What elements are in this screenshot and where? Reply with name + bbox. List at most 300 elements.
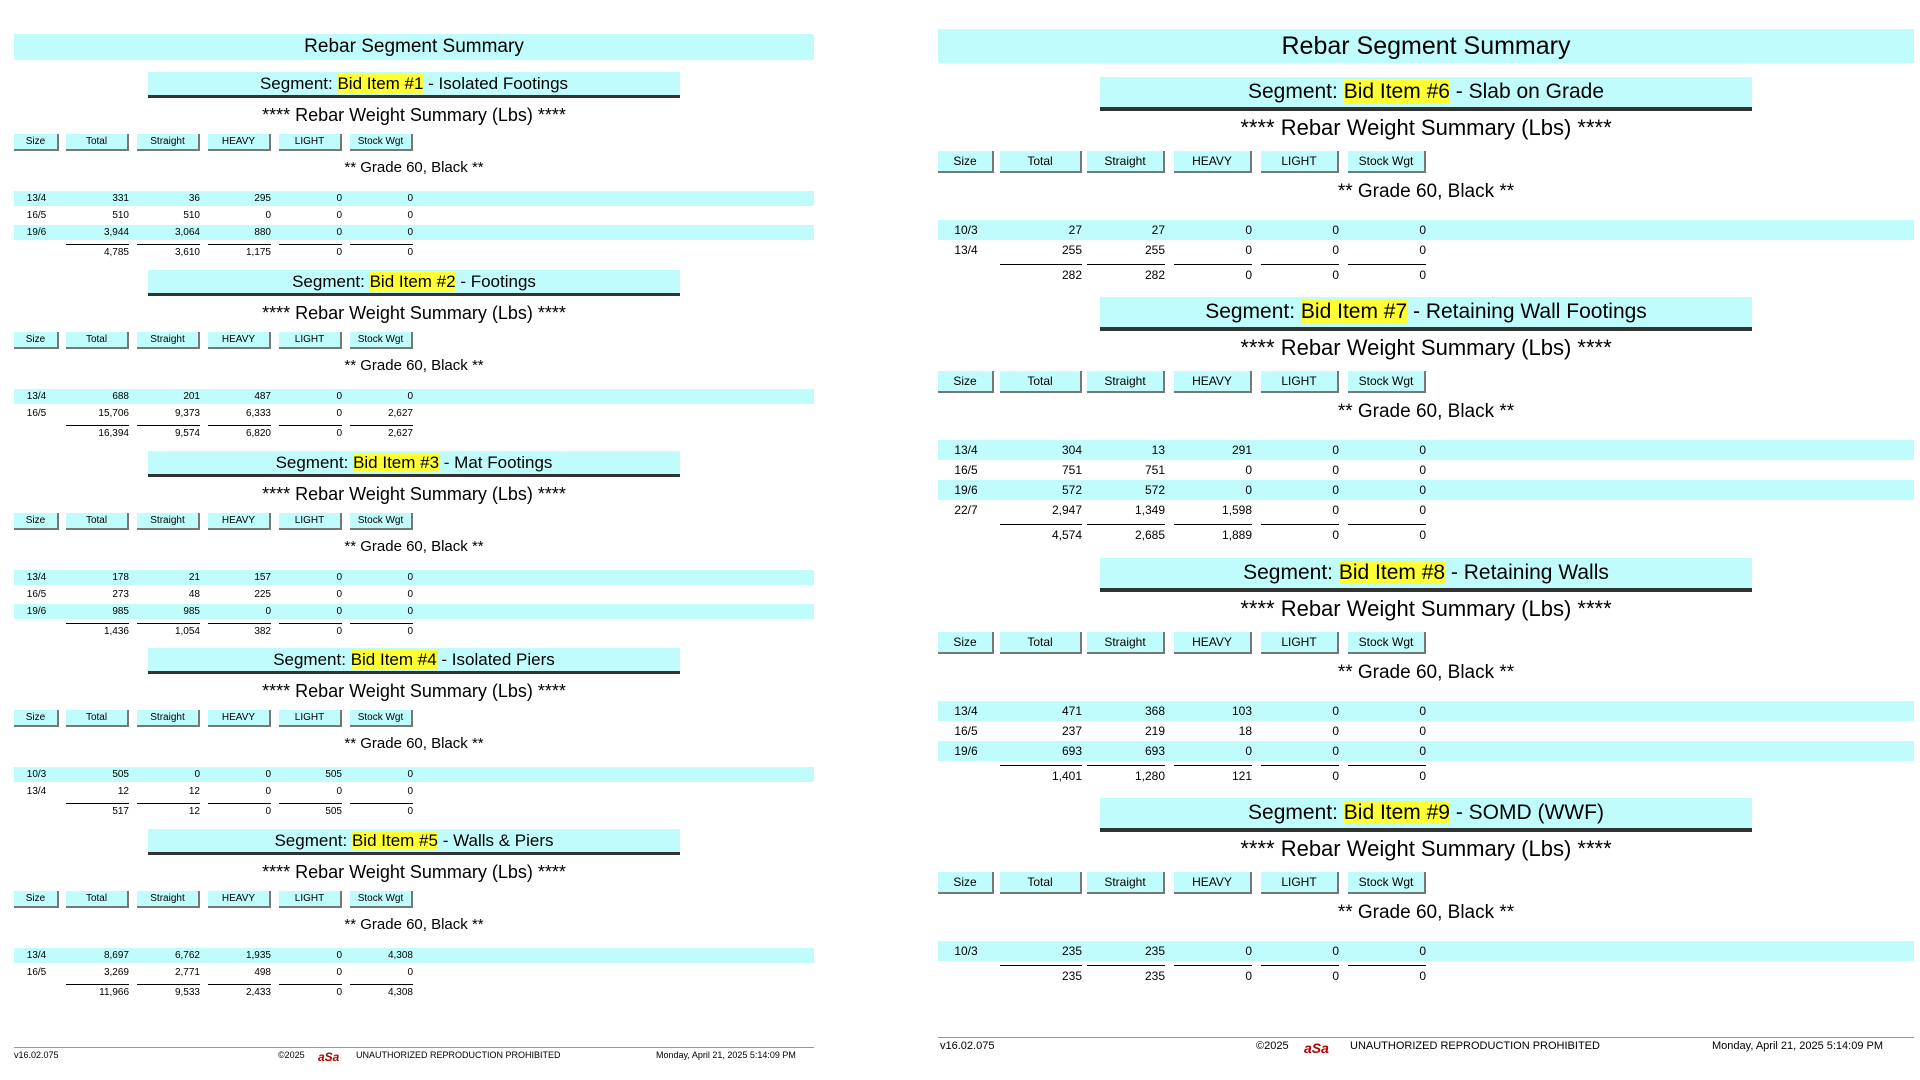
total-cell: 505	[325, 806, 342, 817]
weight-cell: 0	[1419, 443, 1426, 457]
column-header-size[interactable]: Size	[938, 872, 994, 894]
weight-cell: 0	[1245, 744, 1252, 758]
weight-cell: 3,064	[174, 227, 200, 238]
weight-cell: 0	[1419, 243, 1426, 257]
table-row	[14, 784, 814, 799]
weight-summary-title: **** Rebar Weight Summary (Lbs) ****	[262, 681, 566, 701]
weight-cell: 27	[1068, 223, 1082, 237]
footer-notice: UNAUTHORIZED REPRODUCTION PROHIBITED	[1350, 1040, 1600, 1052]
column-header-total[interactable]: Total	[66, 134, 129, 151]
table-row	[938, 941, 1914, 961]
bar-size-cell: 22/7	[954, 503, 978, 517]
table-row	[938, 440, 1914, 460]
weight-cell: 103	[1231, 704, 1252, 718]
column-header-stock-wgt[interactable]: Stock Wgt	[350, 332, 413, 349]
column-header-heavy[interactable]: HEAVY	[208, 134, 271, 151]
totals-row	[938, 524, 1914, 544]
bar-size-cell: 16/5	[954, 463, 978, 477]
weight-cell: 0	[1419, 463, 1426, 477]
bid-item-highlight: Bid Item #9	[1343, 801, 1450, 824]
column-header-light[interactable]: LIGHT	[1261, 872, 1339, 894]
total-cell: 11,966	[99, 987, 129, 998]
column-header-light[interactable]: LIGHT	[279, 710, 342, 727]
column-header-stock-wgt[interactable]: Stock Wgt	[350, 710, 413, 727]
table-row	[14, 570, 814, 585]
weight-cell: 0	[265, 606, 271, 617]
segment-prefix: Segment:	[275, 453, 354, 472]
bar-size-cell: 19/6	[954, 483, 978, 497]
weight-cell: 0	[336, 408, 342, 419]
weight-cell: 0	[265, 769, 271, 780]
weight-cell: 201	[183, 391, 200, 402]
weight-cell: 0	[407, 391, 413, 402]
total-cell: 0	[336, 247, 342, 258]
total-cell: 382	[254, 626, 271, 637]
bar-size-cell: 16/5	[954, 724, 978, 738]
total-cell: 12	[188, 806, 200, 817]
total-cell: 0	[1245, 969, 1252, 983]
weight-cell: 0	[1419, 724, 1426, 738]
weight-cell: 9,373	[174, 408, 200, 419]
footer-date: Monday, April 21, 2025 5:14:09 PM	[656, 1050, 796, 1060]
segment-prefix: Segment:	[1205, 300, 1301, 323]
weight-cell: 0	[1332, 463, 1339, 477]
weight-cell: 273	[112, 589, 129, 600]
bar-size-cell: 13/4	[26, 786, 47, 797]
weight-cell: 0	[1332, 724, 1339, 738]
weight-cell: 235	[1061, 944, 1082, 958]
weight-summary-title: **** Rebar Weight Summary (Lbs) ****	[1240, 335, 1612, 360]
column-header-stock-wgt[interactable]: Stock Wgt	[350, 513, 413, 530]
weight-cell: 291	[1231, 443, 1252, 457]
column-header-light[interactable]: LIGHT	[1261, 632, 1339, 654]
footer-notice: UNAUTHORIZED REPRODUCTION PROHIBITED	[356, 1050, 561, 1060]
column-header-light[interactable]: LIGHT	[1261, 151, 1339, 173]
total-cell: 9,574	[174, 428, 200, 439]
table-row	[14, 604, 814, 619]
report-title: Rebar Segment Summary	[14, 34, 814, 60]
total-cell: 0	[336, 626, 342, 637]
weight-cell: 157	[254, 572, 271, 583]
bar-size-cell: 13/4	[26, 950, 47, 961]
weight-cell: 2,771	[174, 967, 200, 978]
column-header-size[interactable]: Size	[938, 151, 994, 173]
column-header-total[interactable]: Total	[1000, 151, 1082, 173]
bar-size-cell: 13/4	[954, 443, 978, 457]
table-row	[938, 220, 1914, 240]
column-header-total[interactable]: Total	[66, 710, 129, 727]
column-header-size[interactable]: Size	[14, 332, 59, 349]
weight-cell: 1,935	[245, 950, 271, 961]
weight-cell: 27	[1151, 223, 1165, 237]
total-cell: 0	[336, 987, 342, 998]
bid-item-highlight: Bid Item #8	[1338, 561, 1446, 584]
bar-size-cell: 16/5	[26, 967, 47, 978]
footer-version: v16.02.075	[14, 1050, 59, 1060]
weight-cell: 12	[117, 786, 129, 797]
table-row	[938, 500, 1914, 520]
bar-size-cell: 13/4	[26, 391, 47, 402]
total-cell: 0	[1419, 769, 1426, 783]
total-cell: 9,533	[174, 987, 200, 998]
weight-cell: 1,598	[1221, 503, 1252, 517]
weight-cell: 1,349	[1134, 503, 1165, 517]
page-footer	[938, 1037, 1914, 1056]
table-row	[14, 208, 814, 223]
grade-label: ** Grade 60, Black **	[1337, 902, 1515, 923]
total-cell: 282	[1144, 268, 1165, 282]
bar-size-cell: 10/3	[954, 223, 978, 237]
column-header-stock-wgt[interactable]: Stock Wgt	[1348, 872, 1426, 894]
weight-cell: 219	[1144, 724, 1165, 738]
segment-title	[1100, 558, 1752, 592]
table-row	[14, 225, 814, 240]
weight-cell: 693	[1144, 744, 1165, 758]
weight-summary-title: **** Rebar Weight Summary (Lbs) ****	[262, 862, 566, 882]
column-header-light[interactable]: LIGHT	[279, 513, 342, 530]
column-header-heavy[interactable]: HEAVY	[1174, 632, 1252, 654]
footer-date: Monday, April 21, 2025 5:14:09 PM	[1712, 1040, 1884, 1052]
column-header-heavy[interactable]: HEAVY	[1174, 151, 1252, 173]
table-row	[938, 240, 1914, 260]
weight-summary-title: **** Rebar Weight Summary (Lbs) ****	[262, 105, 566, 125]
bid-item-highlight: Bid Item #7	[1300, 300, 1408, 323]
weight-cell: 0	[1419, 483, 1426, 497]
totals-row	[938, 264, 1914, 284]
table-row	[14, 965, 814, 980]
weight-cell: 0	[1332, 944, 1339, 958]
column-header-stock-wgt[interactable]: Stock Wgt	[1348, 371, 1426, 393]
column-header-stock-wgt[interactable]: Stock Wgt	[1348, 151, 1426, 173]
weight-cell: 693	[1061, 744, 1082, 758]
bar-size-cell: 10/3	[954, 944, 978, 958]
table-row	[14, 587, 814, 602]
weight-cell: 0	[336, 227, 342, 238]
weight-cell: 21	[188, 572, 200, 583]
bid-item-highlight: Bid Item #2	[369, 272, 456, 291]
weight-cell: 487	[254, 391, 271, 402]
column-header-light[interactable]: LIGHT	[279, 891, 342, 908]
total-cell: 0	[265, 806, 271, 817]
total-cell: 2,433	[245, 987, 271, 998]
segment-title	[148, 829, 680, 855]
footer-copyright: ©2025	[1256, 1040, 1289, 1052]
total-cell: 0	[1332, 969, 1339, 983]
weight-cell: 0	[336, 967, 342, 978]
weight-cell: 0	[1245, 223, 1252, 237]
column-header-straight[interactable]: Straight	[1087, 151, 1165, 173]
table-row	[14, 389, 814, 404]
weight-cell: 0	[1245, 944, 1252, 958]
bid-item-highlight: Bid Item #6	[1343, 80, 1450, 103]
column-header-light[interactable]: LIGHT	[279, 332, 342, 349]
weight-cell: 237	[1061, 724, 1082, 738]
totals-row	[14, 803, 814, 818]
total-cell: 282	[1061, 268, 1082, 282]
total-cell: 0	[407, 626, 413, 637]
total-cell: 517	[112, 806, 129, 817]
weight-cell: 0	[1419, 744, 1426, 758]
segment-title	[1100, 798, 1752, 832]
segment-name: - Isolated Footings	[423, 74, 569, 93]
column-header-stock-wgt[interactable]: Stock Wgt	[350, 134, 413, 151]
bar-size-cell: 16/5	[26, 589, 47, 600]
total-cell: 0	[336, 428, 342, 439]
column-header-size[interactable]: Size	[14, 513, 59, 530]
totals-row	[14, 244, 814, 259]
weight-cell: 2,627	[387, 408, 413, 419]
total-cell: 0	[1332, 769, 1339, 783]
weight-cell: 0	[336, 572, 342, 583]
weight-cell: 235	[1144, 944, 1165, 958]
segment-prefix: Segment:	[1243, 561, 1339, 584]
weight-cell: 0	[1332, 443, 1339, 457]
total-cell: 0	[1332, 268, 1339, 282]
weight-summary-title: **** Rebar Weight Summary (Lbs) ****	[262, 303, 566, 323]
weight-cell: 0	[1332, 503, 1339, 517]
weight-cell: 0	[407, 769, 413, 780]
weight-cell: 255	[1144, 243, 1165, 257]
weight-cell: 751	[1061, 463, 1082, 477]
column-header-straight[interactable]: Straight	[137, 710, 200, 727]
column-header-stock-wgt[interactable]: Stock Wgt	[350, 891, 413, 908]
total-cell: 2,685	[1134, 528, 1165, 542]
table-row	[14, 767, 814, 782]
column-header-straight[interactable]: Straight	[137, 134, 200, 151]
weight-cell: 331	[112, 193, 129, 204]
total-cell: 1,175	[245, 247, 271, 258]
bar-size-cell: 13/4	[26, 572, 47, 583]
segment-name: - Retaining Walls	[1445, 561, 1609, 584]
grade-label: ** Grade 60, Black **	[344, 159, 484, 176]
totals-row	[14, 425, 814, 440]
weight-cell: 0	[336, 606, 342, 617]
report-title: Rebar Segment Summary	[938, 29, 1914, 63]
bid-item-highlight: Bid Item #1	[337, 74, 424, 93]
column-header-heavy[interactable]: HEAVY	[208, 891, 271, 908]
weight-cell: 48	[188, 589, 200, 600]
weight-cell: 510	[183, 210, 200, 221]
totals-row	[938, 765, 1914, 785]
weight-cell: 3,944	[103, 227, 129, 238]
weight-summary-title: **** Rebar Weight Summary (Lbs) ****	[1240, 115, 1612, 140]
column-header-straight[interactable]: Straight	[1087, 632, 1165, 654]
segment-name: - Slab on Grade	[1449, 80, 1605, 103]
table-row	[938, 741, 1914, 761]
weight-cell: 36	[188, 193, 200, 204]
segment-title	[1100, 77, 1752, 111]
grade-label: ** Grade 60, Black **	[344, 735, 484, 752]
segment-name: - Footings	[455, 272, 536, 291]
column-header-total[interactable]: Total	[66, 332, 129, 349]
segment-title	[148, 648, 680, 674]
segment-name: - Retaining Wall Footings	[1407, 300, 1647, 323]
segment-title	[148, 451, 680, 477]
weight-cell: 572	[1061, 483, 1082, 497]
bar-size-cell: 13/4	[26, 193, 47, 204]
weight-cell: 505	[112, 769, 129, 780]
table-row	[14, 948, 814, 963]
column-header-total[interactable]: Total	[66, 891, 129, 908]
column-header-heavy[interactable]: HEAVY	[208, 332, 271, 349]
weight-cell: 0	[1332, 243, 1339, 257]
total-cell: 1,401	[1051, 769, 1082, 783]
asa-logo: aSa	[318, 1050, 340, 1064]
bar-size-cell: 19/6	[26, 227, 47, 238]
total-cell: 121	[1231, 769, 1252, 783]
bid-item-highlight: Bid Item #5	[351, 831, 438, 850]
weight-cell: 6,333	[245, 408, 271, 419]
weight-cell: 0	[1419, 704, 1426, 718]
column-header-stock-wgt[interactable]: Stock Wgt	[1348, 632, 1426, 654]
weight-cell: 0	[407, 606, 413, 617]
weight-cell: 0	[407, 786, 413, 797]
total-cell: 16,394	[98, 428, 129, 439]
weight-cell: 505	[325, 769, 342, 780]
column-header-size[interactable]: Size	[14, 710, 59, 727]
bar-size-cell: 13/4	[954, 704, 978, 718]
column-header-straight[interactable]: Straight	[1087, 371, 1165, 393]
column-header-size[interactable]: Size	[938, 371, 994, 393]
segment-title	[148, 72, 680, 98]
column-header-heavy[interactable]: HEAVY	[208, 710, 271, 727]
column-header-straight[interactable]: Straight	[137, 891, 200, 908]
column-header-heavy[interactable]: HEAVY	[1174, 371, 1252, 393]
total-cell: 0	[1245, 268, 1252, 282]
bid-item-highlight: Bid Item #4	[350, 650, 437, 669]
weight-cell: 0	[336, 210, 342, 221]
total-cell: 235	[1061, 969, 1082, 983]
weight-cell: 0	[194, 769, 200, 780]
weight-cell: 368	[1144, 704, 1165, 718]
weight-cell: 510	[112, 210, 129, 221]
total-cell: 0	[407, 806, 413, 817]
footer-copyright: ©2025	[278, 1050, 305, 1060]
weight-cell: 572	[1144, 483, 1165, 497]
weight-cell: 0	[1419, 503, 1426, 517]
weight-summary-title: **** Rebar Weight Summary (Lbs) ****	[262, 484, 566, 504]
weight-cell: 0	[265, 210, 271, 221]
table-row	[938, 480, 1914, 500]
weight-cell: 471	[1061, 704, 1082, 718]
weight-cell: 0	[1245, 243, 1252, 257]
weight-cell: 0	[336, 589, 342, 600]
weight-cell: 0	[1419, 944, 1426, 958]
total-cell: 1,054	[174, 626, 200, 637]
column-header-light[interactable]: LIGHT	[1261, 371, 1339, 393]
column-header-total[interactable]: Total	[66, 513, 129, 530]
weight-cell: 13	[1151, 443, 1165, 457]
weight-cell: 0	[1332, 744, 1339, 758]
total-cell: 1,436	[103, 626, 129, 637]
column-header-total[interactable]: Total	[1000, 872, 1082, 894]
weight-cell: 985	[183, 606, 200, 617]
total-cell: 0	[1419, 268, 1426, 282]
weight-summary-title: **** Rebar Weight Summary (Lbs) ****	[1240, 596, 1612, 621]
column-header-straight[interactable]: Straight	[137, 332, 200, 349]
total-cell: 0	[1419, 528, 1426, 542]
total-cell: 0	[1332, 528, 1339, 542]
segment-name: - SOMD (WWF)	[1450, 801, 1604, 824]
footer-version: v16.02.075	[940, 1040, 995, 1052]
column-header-size[interactable]: Size	[14, 891, 59, 908]
grade-label: ** Grade 60, Black **	[1337, 181, 1515, 202]
weight-cell: 0	[1332, 223, 1339, 237]
segment-prefix: Segment:	[1248, 801, 1344, 824]
total-cell: 6,820	[245, 428, 271, 439]
grade-label: ** Grade 60, Black **	[1337, 401, 1515, 422]
segment-prefix: Segment:	[1247, 80, 1344, 103]
weight-cell: 0	[336, 950, 342, 961]
column-header-heavy[interactable]: HEAVY	[1174, 872, 1252, 894]
weight-cell: 0	[1419, 223, 1426, 237]
totals-row	[938, 965, 1914, 985]
total-cell: 3,610	[174, 247, 200, 258]
total-cell: 2,627	[387, 428, 413, 439]
table-row	[938, 460, 1914, 480]
bar-size-cell: 19/6	[26, 606, 47, 617]
segment-title	[1100, 297, 1752, 331]
weight-cell: 0	[336, 391, 342, 402]
total-cell: 0	[407, 247, 413, 258]
segment-title	[148, 270, 680, 296]
column-header-size[interactable]: Size	[14, 134, 59, 151]
segment-name: - Isolated Piers	[436, 650, 555, 669]
weight-cell: 0	[1245, 463, 1252, 477]
segment-name: - Mat Footings	[439, 453, 553, 472]
grade-label: ** Grade 60, Black **	[344, 916, 484, 933]
weight-cell: 4,308	[387, 950, 413, 961]
column-header-total[interactable]: Total	[1000, 371, 1082, 393]
weight-cell: 295	[254, 193, 271, 204]
column-header-straight[interactable]: Straight	[137, 513, 200, 530]
weight-cell: 8,697	[103, 950, 129, 961]
segment-prefix: Segment:	[259, 74, 338, 93]
weight-cell: 12	[188, 786, 200, 797]
bar-size-cell: 16/5	[26, 408, 47, 419]
table-row	[938, 721, 1914, 741]
grade-label: ** Grade 60, Black **	[344, 538, 484, 555]
column-header-light[interactable]: LIGHT	[279, 134, 342, 151]
segment-prefix: Segment:	[273, 650, 351, 669]
column-header-size[interactable]: Size	[938, 632, 994, 654]
weight-cell: 0	[1332, 483, 1339, 497]
column-header-straight[interactable]: Straight	[1087, 872, 1165, 894]
grade-label: ** Grade 60, Black **	[1337, 662, 1515, 683]
weight-cell: 2,947	[1051, 503, 1082, 517]
bar-size-cell: 19/6	[954, 744, 978, 758]
bar-size-cell: 13/4	[954, 243, 978, 257]
bar-size-cell: 16/5	[26, 210, 47, 221]
total-cell: 235	[1144, 969, 1165, 983]
weight-cell: 0	[407, 967, 413, 978]
column-header-total[interactable]: Total	[1000, 632, 1082, 654]
segment-prefix: Segment:	[292, 272, 370, 291]
weight-cell: 0	[407, 210, 413, 221]
weight-cell: 0	[336, 193, 342, 204]
asa-logo: aSa	[1304, 1040, 1329, 1056]
segment-name: - Walls & Piers	[437, 831, 554, 850]
column-header-heavy[interactable]: HEAVY	[208, 513, 271, 530]
weight-cell: 304	[1061, 443, 1082, 457]
table-row	[14, 191, 814, 206]
weight-cell: 178	[112, 572, 129, 583]
weight-cell: 15,706	[98, 408, 129, 419]
page-footer	[14, 1047, 814, 1064]
bid-item-highlight: Bid Item #3	[353, 453, 440, 472]
weight-cell: 985	[112, 606, 129, 617]
weight-cell: 0	[407, 193, 413, 204]
